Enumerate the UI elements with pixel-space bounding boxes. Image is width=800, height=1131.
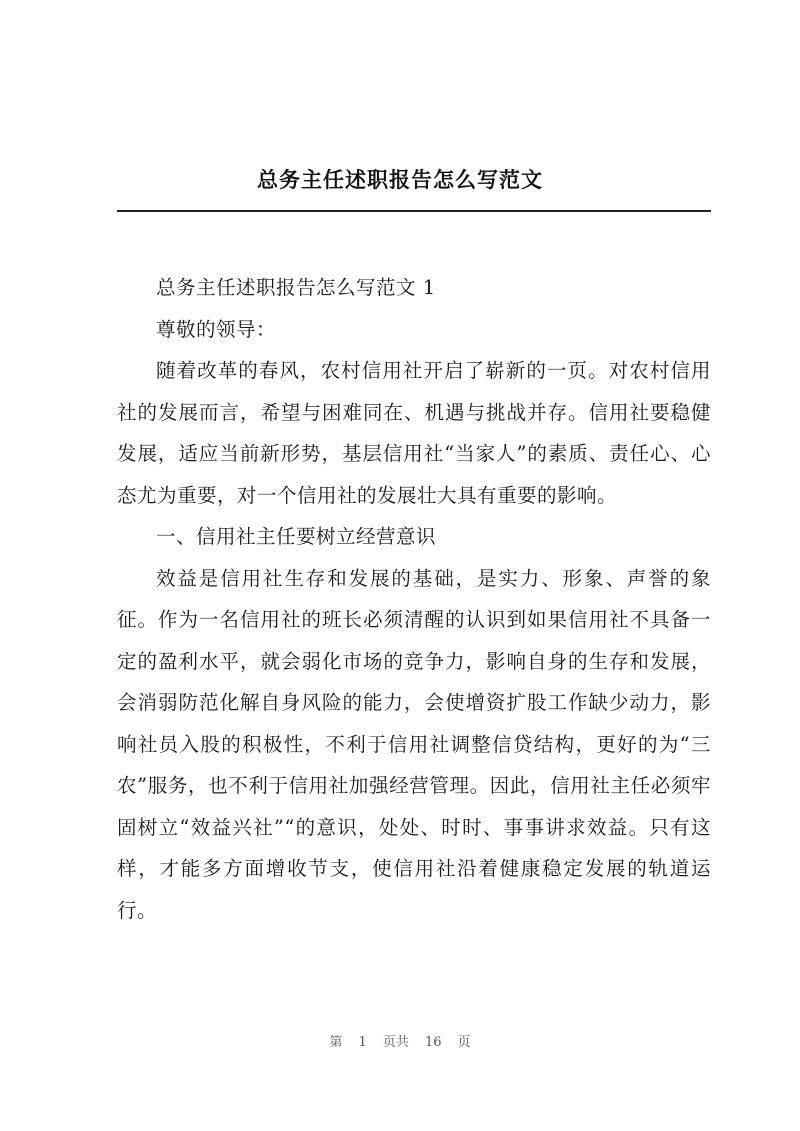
section-heading: 一、信用社主任要树立经营意识 bbox=[156, 525, 437, 548]
document-body bbox=[117, 267, 711, 931]
page-number-footer: 第 1 页共 16 页 bbox=[329, 1035, 471, 1050]
salutation-paragraph: 尊敬的领导： bbox=[156, 317, 277, 341]
title-divider bbox=[117, 210, 711, 212]
intro-paragraph: 随着改革的春风，农村信用社开启了崭新的一页。对农村信用社的发展而言，希望与困难同在、机遇与挑战并存。信用社要稳健发展，适应当前新形势，基层信用社“当家人”的素质、责任心、心态尤为重要，对一个信用社的发展壮大具有重要的影响。 bbox=[117, 359, 711, 507]
body-paragraph: 效益是信用社生存和发展的基础，是实力、形象、声誉的象征。作为一名信用社的班长必须清醒的认识到如果信用社不具备一定的盈利水平，就会弱化市场的竞争力，影响自身的生存和发展，会消弱防范化解自身风险的能力，会使增资扩股工作缺少动力，影响社员入股的积极性，不利于信用社调整信贷结构，更好的为“三农”服务，也不利于信用社加强经营管理。因此，信用社主任必须牢固树立“效益兴社”“的意识，处处、时时、事事讲求效益。只有这样，才能多方面增收节支，使信用社沿着健康稳定发展的轨道运行。 bbox=[117, 566, 711, 922]
heading-paragraph: 总务主任述职报告怎么写范文 1 bbox=[156, 276, 436, 299]
document-title: 总务主任述职报告怎么写范文 bbox=[257, 168, 543, 192]
